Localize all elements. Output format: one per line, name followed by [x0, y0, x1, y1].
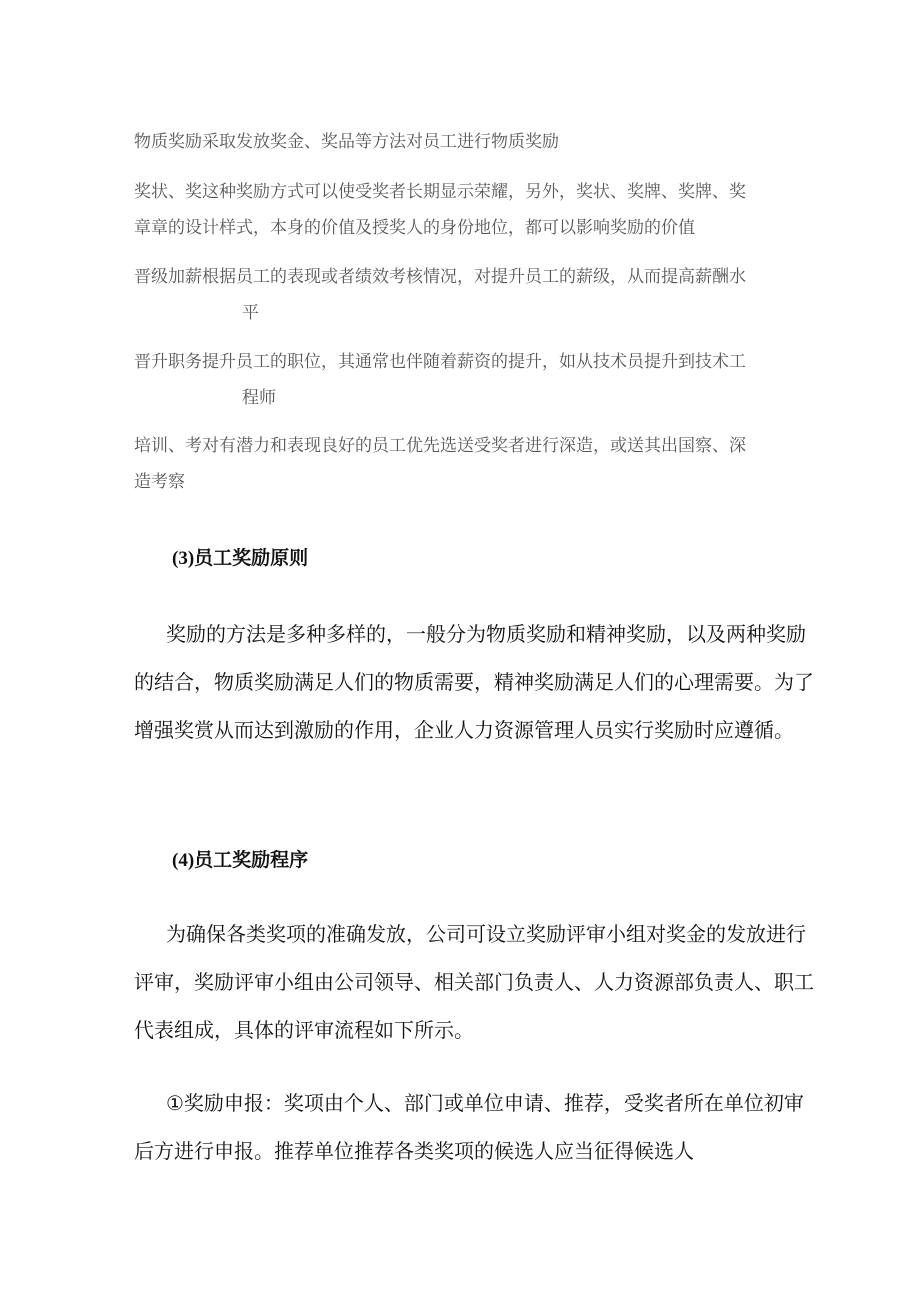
reward-item-salary: [134, 259, 814, 331]
item-label: 晋级加薪: [134, 267, 202, 287]
item-text: 提升员工的职位，其通常也伴随着薪资的提升，如从技术员提升到技术工: [202, 352, 746, 372]
item-label: 物质奖励: [134, 132, 202, 152]
item-continuation: 平: [242, 303, 259, 323]
item-text: 对有潜力和表现良好的员工优先选送受奖者进行深造，或送其出国察、深: [202, 436, 746, 456]
section-4-heading: (4)员工奖励程序: [172, 850, 309, 871]
item-label: 培训、考: [134, 436, 202, 456]
section-3-paragraph: 奖励的方法是多种多样的，一般分为物质奖励和精神奖励，以及两种奖励的结合，物质奖励满足人们的物质需要，精神奖励满足人们的心理需要。为了增强奖赏从而达到激励的作用，企业人力资源管理人员实行奖励时应遵循。: [134, 622, 814, 742]
item-label: 晋升职务: [134, 352, 202, 372]
item-continuation: 章章的设计样式，本身的价值及授奖人的身份地位，都可以影响奖励的价值: [134, 218, 695, 238]
reward-item-promotion: [134, 344, 814, 416]
item-text: 这种奖励方式可以使受奖者长期显示荣耀，另外，奖状、奖牌、奖牌、奖: [202, 182, 746, 202]
reward-item-training: [134, 428, 814, 500]
section-4-paragraph: 为确保各类奖项的准确发放，公司可设立奖励评审小组对奖金的发放进行评审，奖励评审小组由公司领导、相关部门负责人、人力资源部负责人、职工代表组成，具体的评审流程如下所示。: [134, 922, 814, 1042]
section-4-step-1: ①奖励申报：奖项由个人、部门或单位申请、推荐，受奖者所在单位初审后方进行申报。推荐单位推荐各类奖项的候选人应当征得候选人: [134, 1091, 804, 1163]
reward-item-certificate: [134, 174, 814, 246]
item-continuation: 造考察: [134, 472, 185, 492]
item-continuation: 程师: [242, 388, 276, 408]
section-3-heading: (3)员工奖励原则: [172, 548, 309, 569]
reward-item-material: [134, 124, 814, 160]
item-text: 采取发放奖金、奖品等方法对员工进行物质奖励: [202, 132, 559, 152]
item-label: 奖状、奖: [134, 182, 202, 202]
item-text: 根据员工的表现或者绩效考核情况，对提升员工的薪级，从而提高薪酬水: [202, 267, 746, 287]
